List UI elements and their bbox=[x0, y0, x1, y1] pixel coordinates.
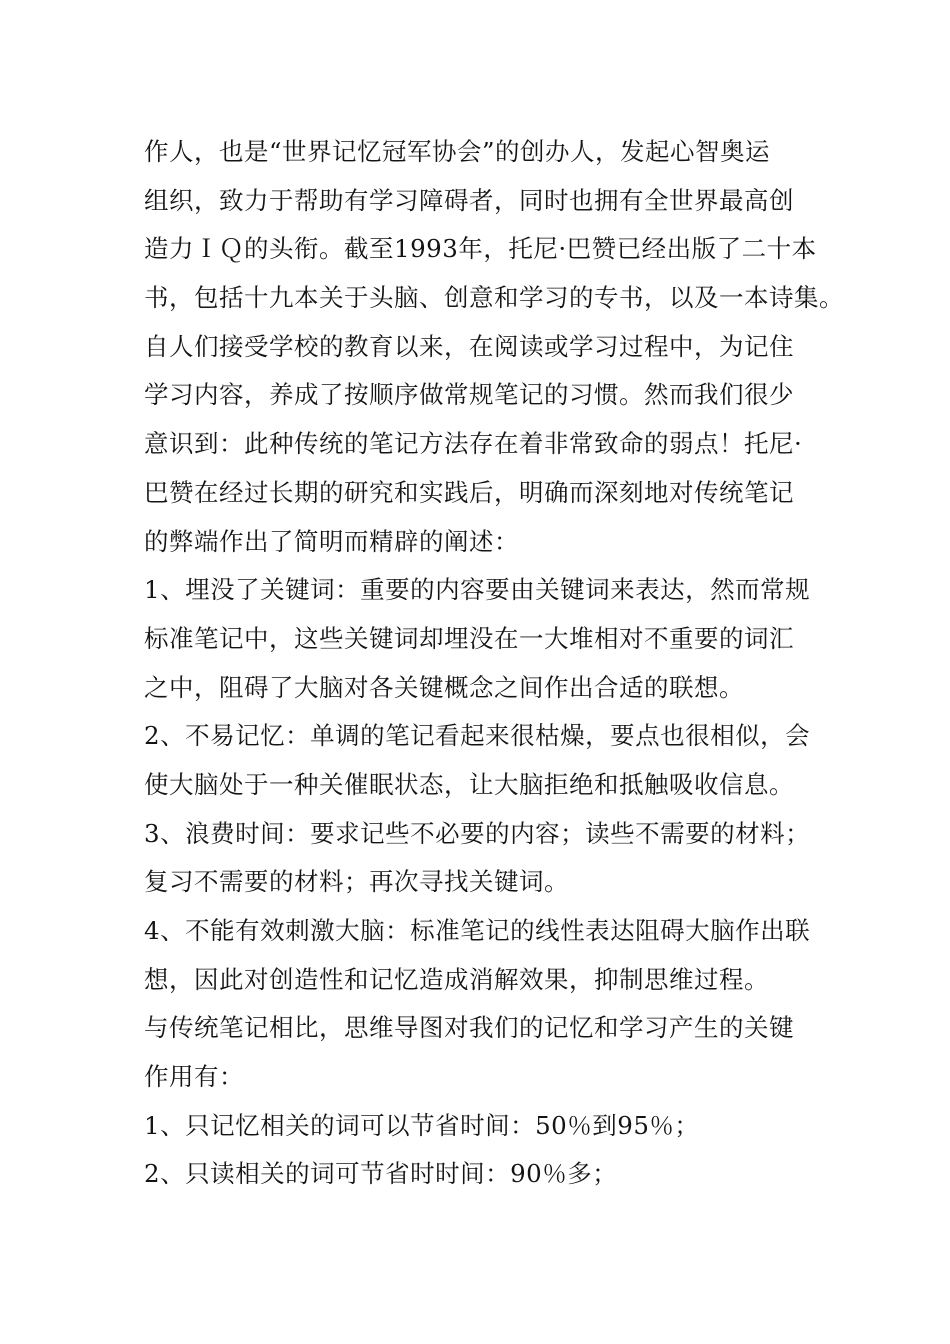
text-line: 标准笔记中，这些关键词却埋没在一大堆相对不重要的词汇 bbox=[144, 623, 794, 653]
text-line: 书，包括十九本关于头脑、创意和学习的专书，以及一本诗集。 bbox=[144, 283, 844, 313]
text-line: 想，因此对创造性和记忆造成消解效果，抑制思维过程。 bbox=[144, 964, 769, 994]
body-text bbox=[144, 128, 844, 1199]
text-line: 学习内容，养成了按顺序做常规笔记的习惯。然而我们很少 bbox=[144, 380, 794, 410]
list-item-3-line: 3、浪费时间：要求记些不必要的内容；读些不需要的材料； bbox=[144, 818, 811, 848]
text-line: 的弊端作出了简明而精辟的阐述： bbox=[144, 526, 519, 556]
list-item-1-line: 1、埋没了关键词：重要的内容要由关键词来表达，然而常规 bbox=[144, 575, 811, 605]
text-line: 作用有： bbox=[144, 1062, 244, 1092]
benefit-item-2-line: 2、只读相关的词可节省时时间：90％多； bbox=[144, 1159, 618, 1189]
text-line: 造力ＩＱ的头衔。截至1993年，托尼·巴赞已经出版了二十本 bbox=[144, 234, 817, 264]
text-line: 作人，也是“世界记忆冠军协会”的创办人，发起心智奥运 bbox=[144, 137, 771, 166]
text-line: 意识到：此种传统的笔记方法存在着非常致命的弱点！托尼· bbox=[144, 429, 803, 459]
text-line: 之中，阻碍了大脑对各关键概念之间作出合适的联想。 bbox=[144, 672, 744, 702]
text-line: 与传统笔记相比，思维导图对我们的记忆和学习产生的关键 bbox=[144, 1013, 794, 1043]
benefit-item-1-line: 1、只记忆相关的词可以节省时间：50％到95％； bbox=[144, 1110, 700, 1140]
text-line: 使大脑处于一种关催眠状态，让大脑拒绝和抵触吸收信息。 bbox=[144, 769, 794, 799]
text-line: 巴赞在经过长期的研究和实践后，明确而深刻地对传统笔记 bbox=[144, 477, 794, 507]
list-item-2-line: 2、不易记忆：单调的笔记看起来很枯燥，要点也很相似，会 bbox=[144, 721, 811, 751]
text-line: 复习不需要的材料；再次寻找关键词。 bbox=[144, 867, 569, 897]
text-line: 组织，致力于帮助有学习障碍者，同时也拥有全世界最高创 bbox=[144, 185, 794, 215]
text-line: 自人们接受学校的教育以来，在阅读或学习过程中，为记住 bbox=[144, 331, 794, 361]
list-item-4-line: 4、不能有效刺激大脑：标准笔记的线性表达阻碍大脑作出联 bbox=[144, 916, 811, 945]
